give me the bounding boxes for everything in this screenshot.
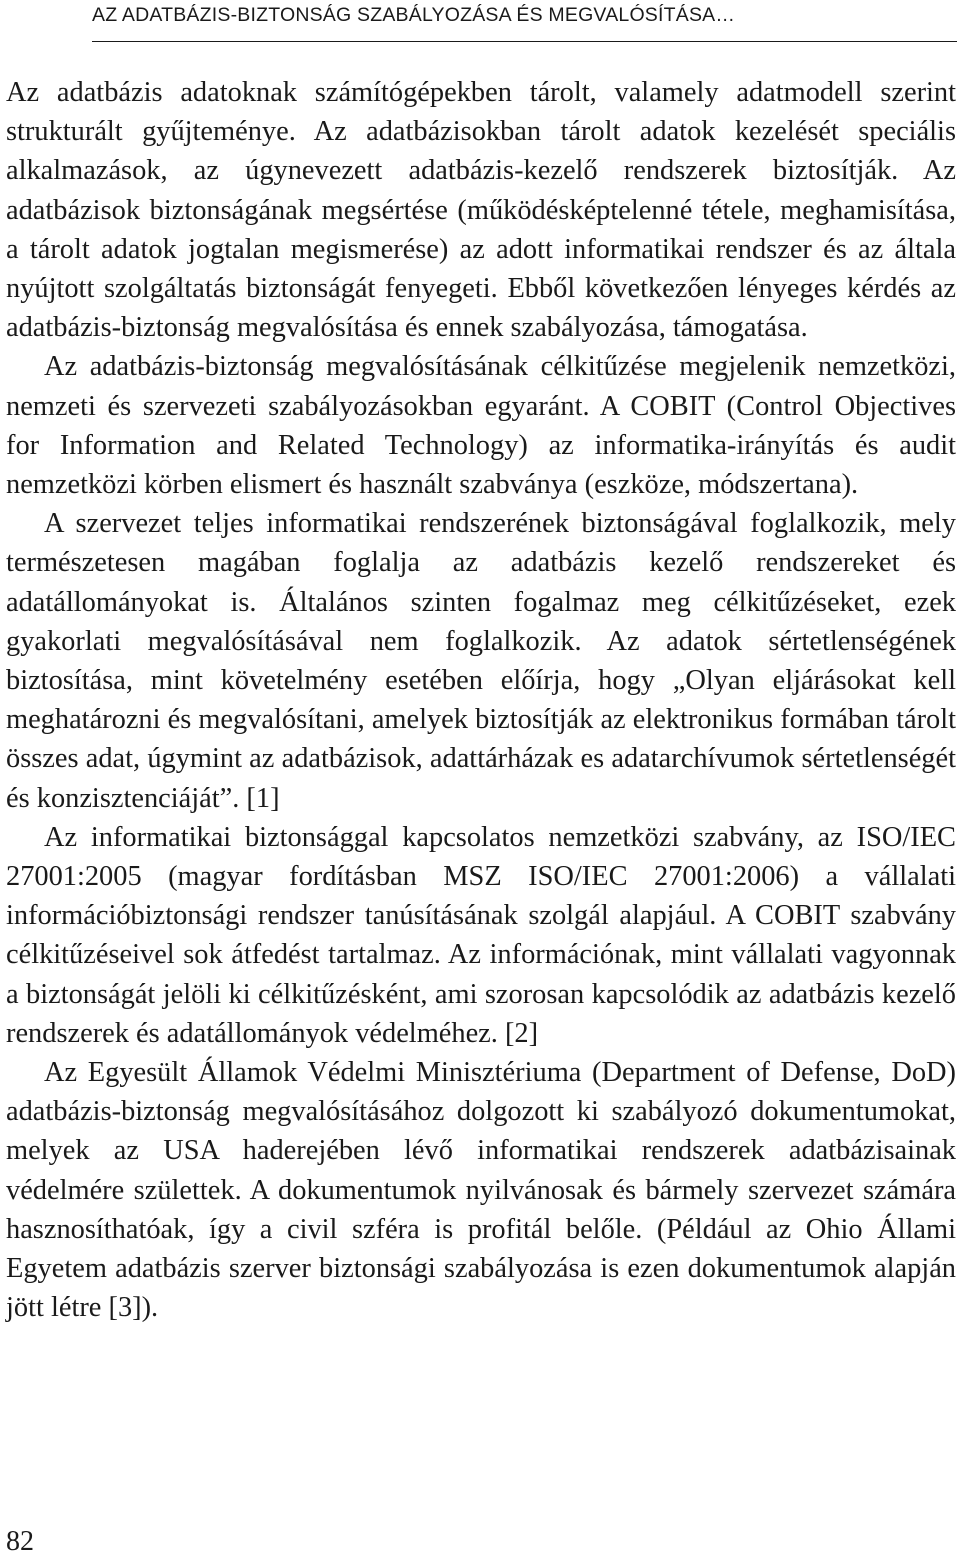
paragraph-database-definition: Az adatbázis adatoknak számítógépekben tárolt, valamely adatmodell szerint strukturált gyűjteménye. Az adatbázisokban tárolt adatok kezelését speciális alkalmazások, az úgynevezett adatbázis-kezelő rendszerek biztosítják. Az adatbázisok biztonságának megsértése (működésképtelenné tétele, meghamisítása, a tárolt adatok jogtalan megismerése) az adott informatikai rendszer és az általa nyújtott szolgáltatás biztonságát fenyegeti. Ebből következően lényeges kérdés az adatbázis-biztonság megvalósítása és ennek szabályozása, támogatása.: [6, 77, 956, 344]
paragraph-cobit: Az adatbázis-biztonság megvalósításának célkitűzése megjelenik nemzetközi, nemzeti és szervezeti szabályozásokban egyaránt. A COBIT (Control Objectives for Information and Related Technology) az informatika-irányítás és audit nemzetközi körben elismert és használt szabványa (eszköze, módszertana).: [6, 351, 956, 501]
running-header: AZ ADATBÁZIS-BIZTONSÁG SZABÁLYOZÁSA ÉS MEGVALÓSÍTÁSA…: [92, 4, 736, 26]
header-rule: [92, 41, 957, 42]
body-text: [6, 73, 956, 1328]
paragraph-iso-27001: Az informatikai biztonsággal kapcsolatos nemzetközi szabvány, az ISO/IEC 27001:2005 (magyar fordításban MSZ ISO/IEC 27001:2006) a vállalati információbiztonsági rendszer tanúsításának szolgál alapjául. A COBIT szabvány célkitűzéseivel sok átfedést tartalmaz. Az információnak, mint vállalati vagyonnak a biztonságát jelöli ki célkitűzésként, ami szorosan kapcsolódik az adatbázis kezelő rendszerek és adatállományok védelméhez. [2]: [6, 821, 956, 1049]
paragraph-organization-security: A szervezet teljes informatikai rendszerének biztonságával foglalkozik, mely természetesen magában foglalja az adatbázis kezelő rendszereket és adatállományokat is. Általános szinten fogalmaz meg célkitűzéseket, ezek gyakorlati megvalósításával nem foglalkozik. Az adatok sértetlenségének biztosítása, mint követelmény esetében előírja, hogy „Olyan eljárásokat kell meghatározni és megvalósítani, amelyek biztosítják az elektronikus formában tárolt összes adat, úgymint az adatbázisok, adattárházak es adatarchívumok sértetlenségét és konzisztenciáját”. [1]: [6, 508, 956, 814]
page-number: 82: [6, 1526, 34, 1557]
paragraph-dod: Az Egyesült Államok Védelmi Minisztériuma (Department of Defense, DoD) adatbázis-biztonság megvalósításához dolgozott ki szabályozó dokumentumokat, melyek az USA haderejében lévő informatikai rendszerek adatbázisainak védelmére születtek. A dokumentumok nyilvánosak és bármely szervezet számára hasznosíthatóak, így a civil szféra is profitál belőle. (Például az Ohio Állami Egyetem adatbázis szerver biztonsági szabályozása is ezen dokumentumok alapján jött létre [3]).: [6, 1057, 956, 1324]
